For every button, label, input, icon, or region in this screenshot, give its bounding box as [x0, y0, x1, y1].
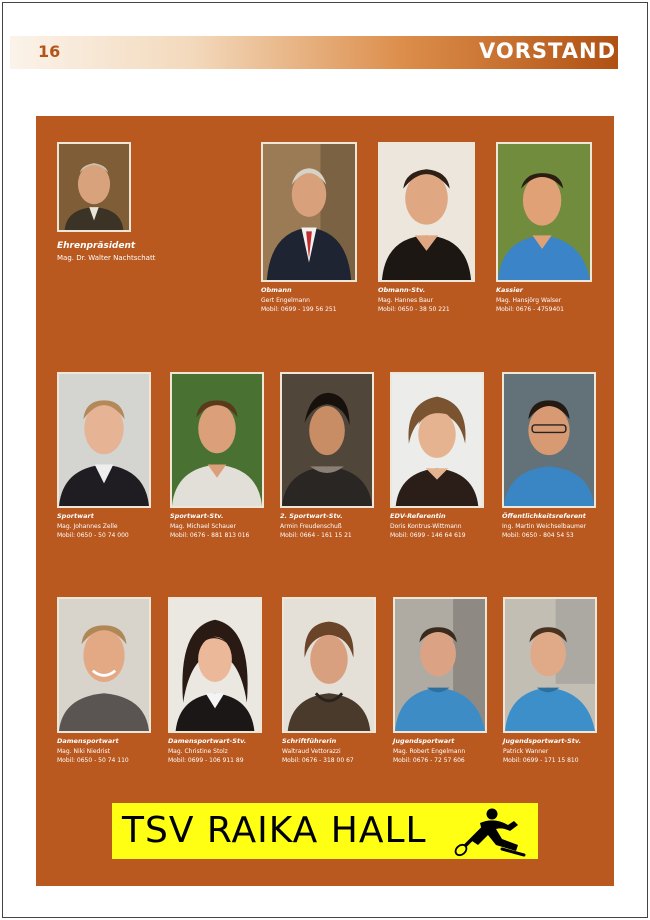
member-card-edv-referentin: [390, 372, 484, 541]
member-card-kassier: [496, 142, 592, 315]
member-card-honorary: [57, 142, 155, 263]
member-card-sportwart-stv: [170, 372, 264, 541]
member-name: Mag. Robert Engelmann: [393, 747, 466, 755]
member-photo: [496, 142, 592, 282]
member-card-oeffentlichkeitsreferent: [502, 372, 596, 541]
member-name: Mag. Hansjörg Walser: [496, 296, 562, 304]
member-card-damensportwart: [57, 597, 151, 766]
member-photo: [57, 142, 131, 232]
member-role: 2. Sportwart-Stv.: [280, 512, 343, 520]
member-role: Jugendsportwart: [393, 737, 455, 745]
member-photo: [261, 142, 357, 282]
club-banner: [112, 803, 538, 859]
member-name: Mag. Michael Schauer: [170, 522, 236, 530]
member-phone: Mobil: 0676 - 4759401: [496, 306, 564, 313]
member-name: Doris Kontrus-Wittmann: [390, 522, 462, 530]
member-photo: [282, 597, 376, 733]
member-card-sportwart: [57, 372, 151, 541]
member-phone: Mobil: 0699 - 171 15 810: [503, 757, 579, 764]
member-phone: Mobil: 0676 - 72 57 606: [393, 757, 465, 764]
member-role: Sportwart-Stv.: [170, 512, 224, 520]
member-card-obmann: [261, 142, 357, 315]
member-phone: Mobil: 0650 - 50 74 000: [57, 532, 129, 539]
member-phone: Mobil: 0676 - 318 00 67: [282, 757, 354, 764]
board-panel: [36, 116, 614, 886]
club-name: TSV RAIKA HALL: [122, 810, 427, 851]
tennis-player-logo-icon: [452, 805, 538, 859]
member-role: Jugendsportwart-Stv.: [503, 737, 582, 745]
member-photo: [57, 372, 151, 508]
member-name: Patrick Wanner: [503, 747, 549, 755]
member-photo: [393, 597, 487, 733]
member-phone: Mobil: 0699 - 146 64 619: [390, 532, 466, 539]
member-card-jugendsportwart: [393, 597, 487, 766]
member-role: Damensportwart-Stv.: [168, 737, 247, 745]
member-phone: Mobil: 0699 - 199 56 251: [261, 306, 337, 313]
member-name: Mag. Dr. Walter Nachtschatt: [57, 254, 156, 262]
member-card-2-sportwart-stv: [280, 372, 374, 541]
member-photo: [57, 597, 151, 733]
member-photo: [280, 372, 374, 508]
member-card-obmann-stv: [378, 142, 475, 315]
member-name: Gert Engelmann: [261, 296, 310, 304]
member-role: Obmann: [261, 286, 292, 294]
member-phone: Mobil: 0699 - 106 911 89: [168, 757, 244, 764]
member-name: Ing. Martin Weichselbaumer: [502, 522, 587, 530]
member-name: Armin Freudenschuß: [280, 522, 342, 530]
member-phone: Mobil: 0650 - 804 54 53: [502, 532, 574, 539]
member-photo: [168, 597, 262, 733]
member-role: Obmann-Stv.: [378, 286, 426, 294]
member-phone: Mobil: 0664 - 161 15 21: [280, 532, 352, 539]
member-name: Mag. Hannes Baur: [378, 296, 434, 304]
member-role: Öffentlichkeitsreferent: [502, 512, 586, 520]
member-photo: [378, 142, 475, 282]
member-role: Sportwart: [57, 512, 94, 520]
member-role: Schriftführerin: [282, 737, 337, 745]
member-card-damensportwart-stv: [168, 597, 262, 766]
member-name: Waltraud Vettorazzi: [282, 747, 341, 755]
member-phone: Mobil: 0650 - 38 50 221: [378, 306, 450, 313]
page-number: 16: [38, 42, 61, 61]
member-phone: Mobil: 0676 - 881 813 016: [170, 532, 250, 539]
member-name: Mag. Johannes Zelle: [57, 522, 118, 530]
member-photo: [170, 372, 264, 508]
section-title: VORSTAND: [479, 39, 616, 63]
member-photo: [502, 372, 596, 508]
member-card-jugendsportwart-stv: [503, 597, 597, 766]
member-photo: [390, 372, 484, 508]
member-role: Damensportwart: [57, 737, 119, 745]
member-role: EDV-Referentin: [390, 512, 446, 520]
member-name: Mag. Niki Niedrist: [57, 747, 110, 755]
member-phone: Mobil: 0650 - 50 74 110: [57, 757, 129, 764]
member-role: Kassier: [496, 286, 524, 294]
member-name: Mag. Christine Stolz: [168, 747, 228, 755]
member-role: Ehrenpräsident: [57, 241, 136, 251]
member-photo: [503, 597, 597, 733]
member-card-schriftfuehrerin: [282, 597, 376, 766]
